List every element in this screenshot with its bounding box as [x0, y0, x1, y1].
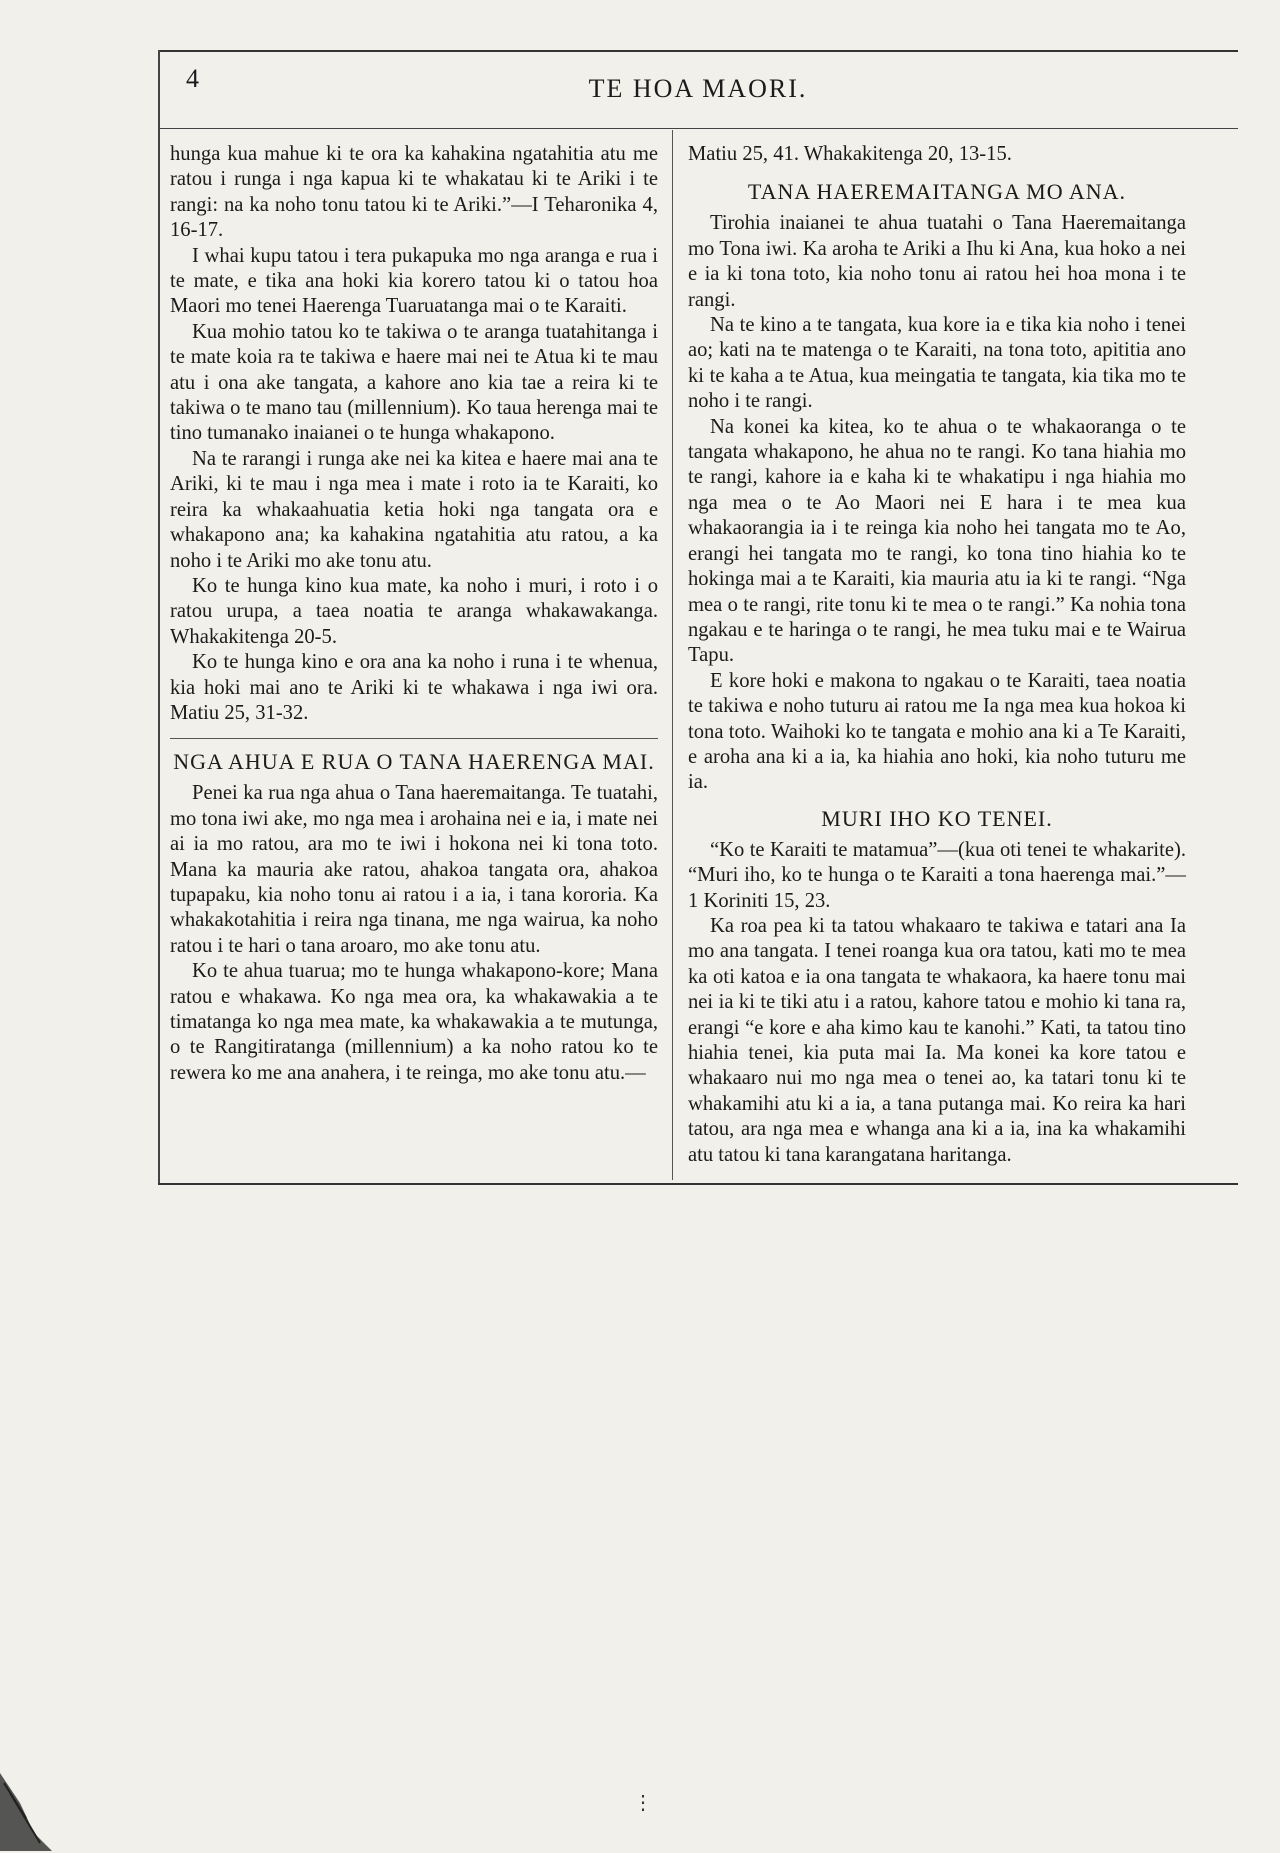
- left-column: [170, 142, 658, 1086]
- left-section-paragraph-2: Ko te ahua tuarua; mo te hunga whakapono-kore; Mana ratou e whakawa. Ko nga mea ora, ka whakawakia a te timatanga ko nga mea mate, ka whakawakia a te mutunga, o te Rangitiratanga (millennium) a ka noho ratou ko te rewera ko me ana anahera, i te reinga, mo ake tonu atu.—: [170, 960, 658, 1084]
- right-paragraph-5: “Ko te Karaiti te matamua”—(kua oti tenei te whakarite). “Muri iho, ko te hunga o te Karaiti a tona haerenga mai.”— 1 Koriniti 15, 23.: [688, 838, 1186, 912]
- right-paragraph-4: E kore hoki e makona to ngakau o te Karaiti, taea noatia te takiwa e noho tuturu ai ratou me Ia nga mea kua hokoa ki tona toto. Waihoki ko te tangata e mohio ana ki a Te Karaiti, e aroha ana ki a ia, ka hiahia ano hoki, kia noho tuturu me ia.: [688, 669, 1186, 794]
- right-paragraph-1: Tirohia inaianei te ahua tuatahi o Tana Haeremaitanga mo Tona iwi. Ka aroha te Ariki a Ihu ki Ana, kua hoko a nei e ia ki tona toto, kia noho tonu ai ratou hei hoa mona i te rangi.: [688, 212, 1186, 311]
- left-paragraph-5: Ko te hunga kino kua mate, ka noho i muri, i roto i o ratou urupa, a taea noatia te aranga whakawakanga. Whakakitenga 20-5.: [170, 574, 658, 648]
- top-rule: [158, 50, 1238, 52]
- section-separator: [170, 738, 658, 739]
- right-paragraph-2: Na te kino a te tangata, kua kore ia e tika kia noho i tenei ao; kati na te matenga o te Karaiti, na tona toto, apititia ano ki te kaha a te Atua, kua meingatia te tangata, kia tika mo te noho i te rangi.: [688, 314, 1186, 413]
- gutter-mark: ⋮: [633, 1792, 653, 1814]
- left-paragraph-3: Kua mohio tatou ko te takiwa o te aranga tuatahitanga i te mate koia ra te takiwa e haere mai nei te Atua ki te mau atu i ona ake tangata, a kahore ano kia tae a reira ki te takiwa o te mano tau (millennium). Ko taua herenga mai te tino tumanako inaianei o te hunga whakapono.: [170, 320, 658, 445]
- header-rule: [158, 128, 1238, 129]
- right-column: [688, 142, 1186, 1168]
- left-paragraph-6: Ko te hunga kino e ora ana ka noho i runa i te whenua, kia hoki mai ano te Ariki ki te whakawa i nga iwi ora. Matiu 25, 31-32.: [170, 651, 658, 724]
- right-section-heading-2: MURI IHO KO TENEI.: [821, 805, 1053, 831]
- left-paragraph-1: hunga kua mahue ki te ora ka kahakina ngatahitia atu me ratou i runga i nga kapua ki te whakatau ki te Ariki i te rangi: na ka noho tonu tatou ki te Ariki.”—I Teharonika 4, 16-17.: [170, 143, 658, 242]
- right-section-heading-1: TANA HAEREMAITANGA MO ANA.: [747, 179, 1127, 205]
- left-section-paragraph-1: Penei ka rua nga ahua o Tana haeremaitanga. Te tuatahi, mo tona iwi ake, mo nga mea i arohaina nei e ia, i mate nei ai ia mo ratou, ara mo te iwi i hokona nei ki tona toto. Mana ka mauria ake ratou, ahakoa tangata ora, ahakoa tupapaku, kia noho tonu ai ratou i a ia, i tana kororia. Ka whakakotahitia i reira nga tinana, me nga wairua, ka noho ratou i te hari o tana aroaro, mo ake tonu atu.: [170, 782, 658, 957]
- column-divider: [672, 130, 673, 1180]
- left-paragraph-2: I whai kupu tatou i tera pukapuka mo nga aranga e rua i te mate, e tika ana hoki kia korero tatou ki o tatou hoa Maori mo tenei Haerenga Tuaruatanga mai o te Karaiti.: [170, 244, 658, 318]
- left-rule: [158, 50, 160, 1185]
- right-paragraph-6: Ka roa pea ki ta tatou whakaaro te takiwa e tatari ana Ia mo ana tangata. I tenei roanga kua ora tatou, kati mo te mea ka oti katoa e ia ona tangata te whakaora, ka haere tonu mai nei ia ki te tiki atu i a ratou, kahore tatou e mohio ki tana ra, erangi “e kore e aha kimo kau te kanohi.” Kati, ta tatou tino hiahia tenei, kia puta mai Ia. Ma konei ka kore tatou e whakaaro nui mo nga mea o tenei ao, ka tatari tonu ki te whakamihi atu ki a ia, a tana putanga mai. Ko reira ka hari tatou, ara nga mea e whanga ana ki a ia, ina ka whakamihi atu tatou ki tana karangatana haritanga.: [688, 914, 1186, 1166]
- page-number: 4: [186, 64, 199, 93]
- scripture-reference: Matiu 25, 41. Whakakitenga 20, 13-15.: [688, 143, 1012, 165]
- bottom-rule: [158, 1183, 1238, 1185]
- left-section-heading: NGA AHUA E RUA O TANA HAERENGA MAI.: [173, 749, 655, 775]
- right-paragraph-3: Na konei ka kitea, ko te ahua o te whakaoranga o te tangata whakapono, he ahua no te rangi. Ko tana hiahia mo te rangi, kahore ia e kaha ki te whakatipu i nga hiahia mo nga mea o te Ao Maori nei E hara i te mea kua whakaorangia ia i te reinga kia noho hei tangata mo te Ao, erangi hei tangata mo te rangi, ko tona tino hiahia ko te hokinga mai a te Karaiti, kia mauria atu ia ki te rangi. “Nga mea o te rangi, rite tonu ki te mea o te rangi.” Ka nohia tona ngakau e te haringa o te rangi, he mea tuku mai e te Wairua Tapu.: [688, 415, 1186, 667]
- running-head: TE HOA MAORI.: [588, 74, 808, 103]
- left-paragraph-4: Na te rarangi i runga ake nei ka kitea e haere mai ana te Ariki, ki te mau i nga mea i mate i roto ia te Karaiti, ko reira ka whakaahuatia ketia hoki nga tangata ora e whakapono ana; ka kahakina ngatahitia atu ratou, a ka noho i te Ariki mo ake tonu atu.: [170, 447, 658, 572]
- newspaper-page: [158, 50, 1238, 1185]
- binding-thread-mark: [0, 1763, 70, 1853]
